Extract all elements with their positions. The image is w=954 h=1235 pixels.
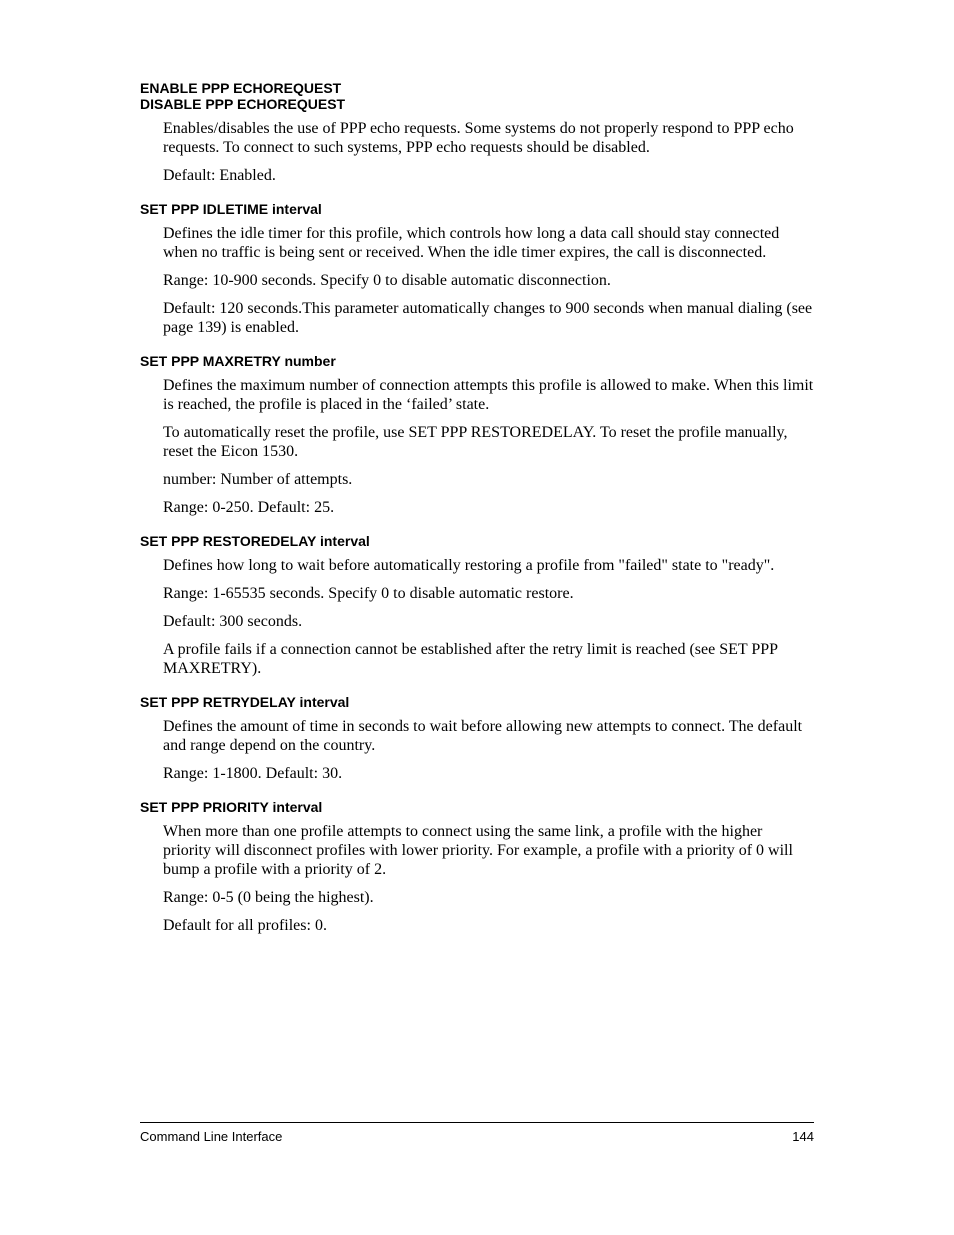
heading-line: SET PPP RESTOREDELAY interval [140, 533, 370, 549]
section-ppp-idletime [140, 201, 814, 337]
section-heading [140, 201, 814, 217]
heading-line: SET PPP RETRYDELAY interval [140, 694, 350, 710]
paragraph: Enables/disables the use of PPP echo requests. Some systems do not properly respond to PPP echo requests. To connect to such systems, PPP echo requests should be disabled. [163, 120, 794, 156]
paragraph: Default: 300 seconds. [163, 613, 303, 630]
section-body [140, 119, 814, 185]
paragraph: Range: 1-65535 seconds. Specify 0 to disable automatic restore. [163, 585, 574, 602]
paragraph: Range: 0-5 (0 being the highest). [163, 889, 374, 906]
paragraph: Default: 120 seconds.This parameter automatically changes to 900 seconds when manual dialing (see page 139) is enabled. [163, 300, 813, 336]
section-ppp-retrydelay [140, 694, 814, 783]
section-heading [140, 353, 814, 369]
section-heading [140, 694, 814, 710]
paragraph: Range: 0-250. Default: 25. [163, 499, 335, 516]
paragraph: Defines the amount of time in seconds to wait before allowing new attempts to connect. The default and range depend on the country. [163, 718, 803, 754]
section-body [140, 224, 814, 337]
section-body [140, 822, 814, 935]
section-heading [140, 80, 814, 112]
heading-line: SET PPP PRIORITY interval [140, 799, 323, 815]
section-ppp-echorequest [140, 80, 814, 185]
paragraph: Default: Enabled. [163, 167, 276, 184]
heading-line: SET PPP IDLETIME interval [140, 201, 322, 217]
paragraph: Defines how long to wait before automatically restoring a profile from "failed" state to "ready". [163, 557, 775, 574]
section-ppp-priority [140, 799, 814, 935]
paragraph: Default for all profiles: 0. [163, 917, 327, 934]
paragraph: To automatically reset the profile, use SET PPP RESTOREDELAY. To reset the profile manually, reset the Eicon 1530. [163, 424, 788, 460]
footer-divider [140, 1122, 814, 1123]
heading-line: SET PPP MAXRETRY number [140, 353, 336, 369]
section-heading [140, 799, 814, 815]
page-number: 144 [792, 1129, 814, 1144]
paragraph: number: Number of attempts. [163, 471, 353, 488]
paragraph: Defines the maximum number of connection attempts this profile is allowed to make. When this limit is reached, the profile is placed in the ‘failed’ state. [163, 377, 814, 413]
section-ppp-restoredelay [140, 533, 814, 678]
section-ppp-maxretry [140, 353, 814, 517]
paragraph: Range: 10-900 seconds. Specify 0 to disable automatic disconnection. [163, 272, 611, 289]
heading-line: DISABLE PPP ECHOREQUEST [140, 96, 346, 112]
paragraph: Range: 1-1800. Default: 30. [163, 765, 343, 782]
paragraph: Defines the idle timer for this profile, which controls how long a data call should stay connected when no traffic is being sent or received. When the idle timer expires, the call is disconnected. [163, 225, 780, 261]
section-heading [140, 533, 814, 549]
footer-title: Command Line Interface [140, 1129, 283, 1144]
section-body [140, 376, 814, 517]
paragraph: A profile fails if a connection cannot be established after the retry limit is reached (see SET PPP MAXRETRY). [163, 641, 778, 677]
section-body [140, 556, 814, 678]
heading-line: ENABLE PPP ECHOREQUEST [140, 80, 342, 96]
page-content [140, 80, 814, 951]
section-body [140, 717, 814, 783]
paragraph: When more than one profile attempts to connect using the same link, a profile with the higher priority will disconnect profiles with lower priority. For example, a profile with a priority of 0 will bump a profile with a priority of 2. [163, 823, 793, 878]
page-footer [140, 1129, 814, 1144]
